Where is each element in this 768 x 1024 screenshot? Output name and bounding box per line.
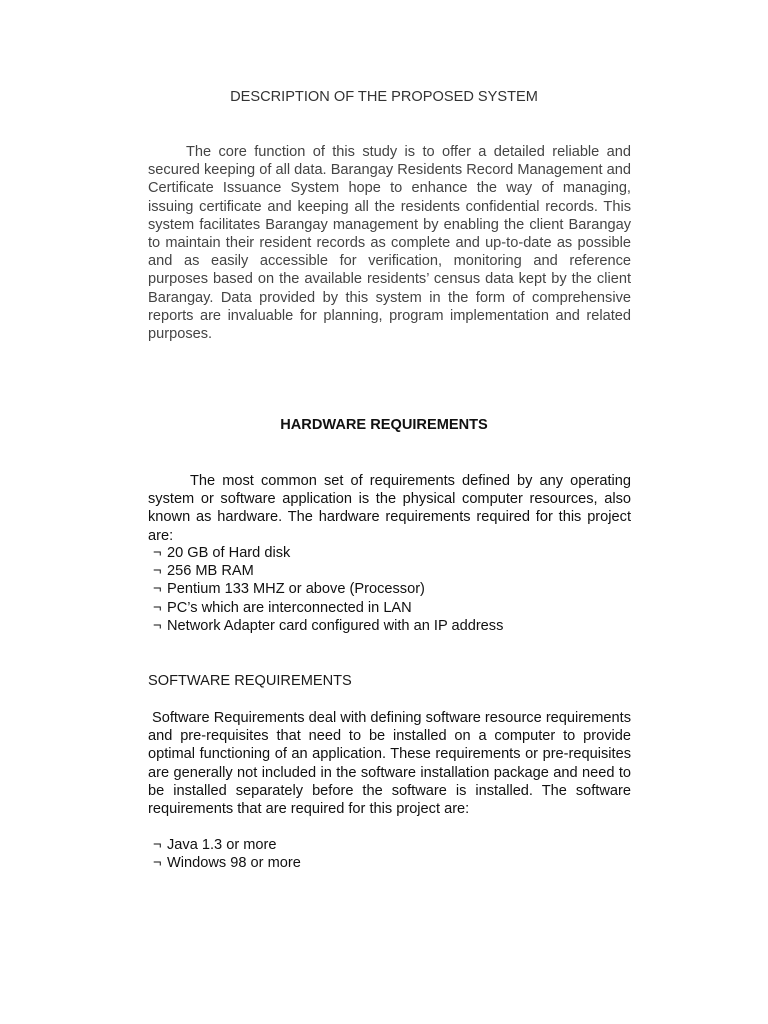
list-item xyxy=(148,580,631,598)
list-item-text: Java 1.3 or more xyxy=(167,837,277,853)
list-item xyxy=(148,562,631,580)
section-title-proposed-system: DESCRIPTION OF THE PROPOSED SYSTEM xyxy=(230,89,538,105)
list-item xyxy=(148,544,631,562)
paragraph-proposed-system xyxy=(148,143,631,343)
hardware-requirements-list xyxy=(148,544,631,635)
bullet-symbol: ¬ xyxy=(153,837,162,853)
list-item xyxy=(148,836,631,854)
section-title-software-requirements: SOFTWARE REQUIREMENTS xyxy=(148,673,352,689)
bullet-symbol: ¬ xyxy=(153,599,162,616)
list-item xyxy=(148,617,631,635)
section-title-hardware-requirements: HARDWARE REQUIREMENTS xyxy=(280,417,488,433)
list-item xyxy=(148,599,631,617)
list-item-text: 256 MB RAM xyxy=(167,563,254,580)
list-item-text: 20 GB of Hard disk xyxy=(167,545,291,561)
bullet-symbol: ¬ xyxy=(153,581,162,598)
paragraph-software-requirements-text: Software Requirements deal with defining software resource requirements and pre-requisites that need to be installed on a computer to provide optimal functioning of an application. These requirements or pre-requisites are generally not included in the software installation package and need to be installed separately before the software is installed. The software requirements that are required for this project are: xyxy=(148,710,631,818)
bullet-symbol: ¬ xyxy=(153,855,162,872)
paragraph-software-requirements xyxy=(148,709,631,818)
list-item-text: Network Adapter card configured with an IP address xyxy=(167,617,504,634)
bullet-symbol: ¬ xyxy=(153,617,162,634)
list-item-text: Windows 98 or more xyxy=(167,855,301,872)
software-requirements-list xyxy=(148,836,631,872)
list-item xyxy=(148,854,631,872)
bullet-symbol: ¬ xyxy=(153,563,162,580)
paragraph-hardware-requirements-text: The most common set of requirements defined by any operating system or software application is the physical computer resources, also known as hardware. The hardware requirements required for this project are: xyxy=(148,473,631,544)
bullet-symbol: ¬ xyxy=(153,545,162,561)
list-item-text: Pentium 133 MHZ or above (Processor) xyxy=(167,581,425,598)
paragraph-proposed-system-text: The core function of this study is to offer a detailed reliable and secured keeping of all data. Barangay Residents Record Management and Certificate Issuance System hope to enhance the way of managing, issuing certificate and keeping all the residents confidential records. This system facilitates Barangay management by enabling the client Barangay to maintain their resident records as complete and up-to-date as possible and as easily accessible for verification, monitoring and reference purposes based on the available residents’ census data kept by the client Barangay. Data provided by this system in the form of comprehensive reports are invaluable for planning, program implementation and related purposes. xyxy=(148,144,631,343)
paragraph-hardware-requirements xyxy=(148,472,631,545)
list-item-text: PC’s which are interconnected in LAN xyxy=(167,599,412,616)
